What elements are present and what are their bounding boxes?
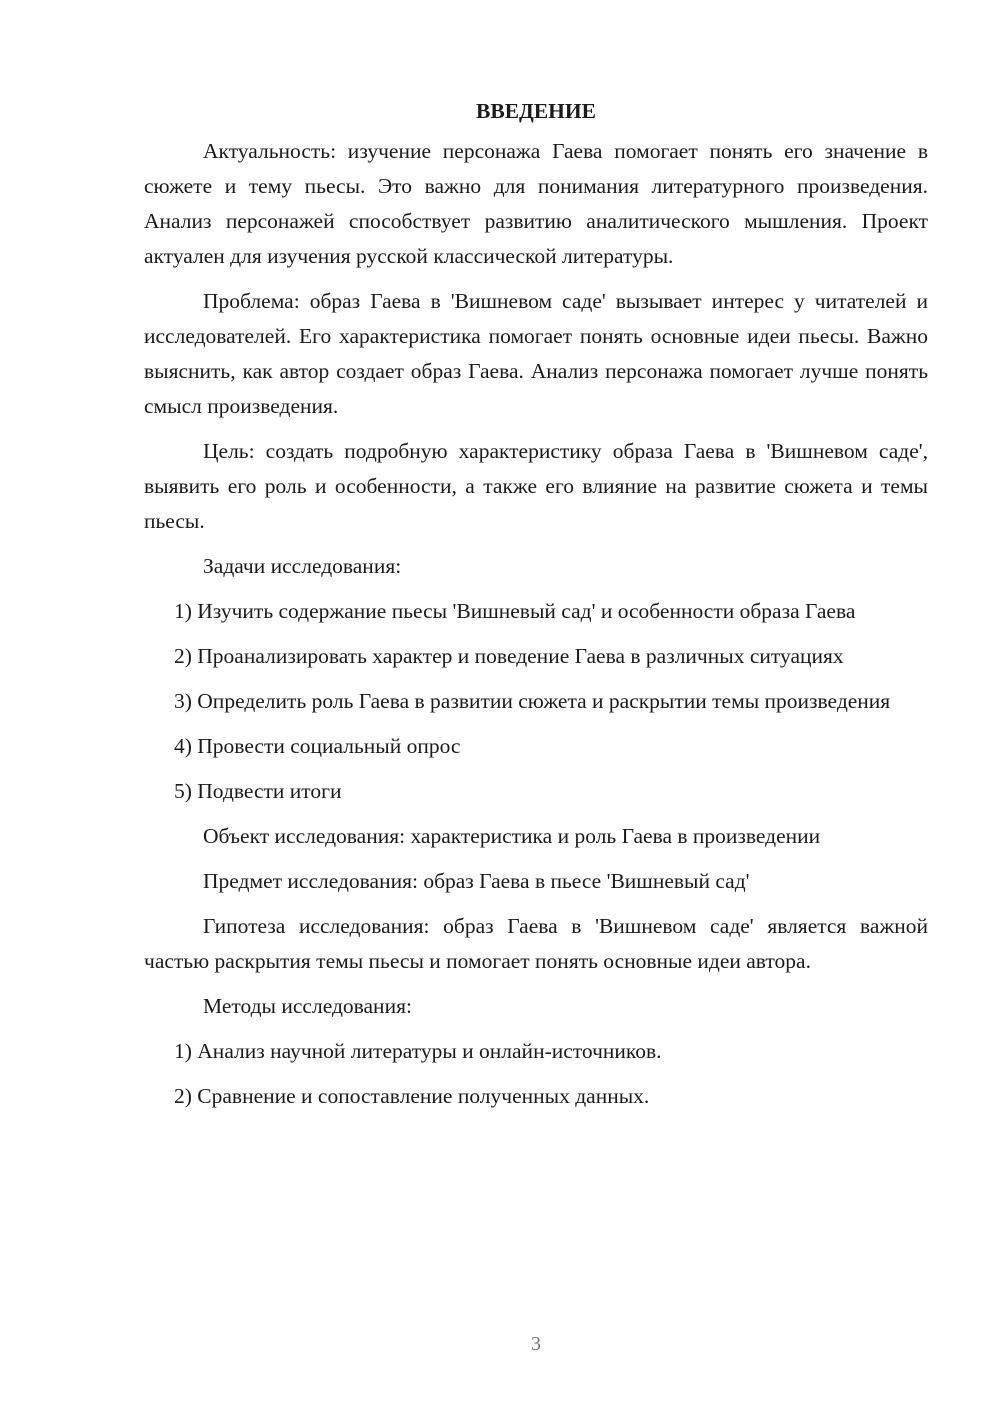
method-item-1: 1) Анализ научной литературы и онлайн-источников.	[174, 1039, 662, 1063]
page-number: 3	[531, 1333, 541, 1355]
hypothesis-paragraph: Гипотеза исследования: образ Гаева в 'Вишневом саде' является важной частью раскрытия темы пьесы и помогает понять основные идеи автора.	[144, 914, 928, 973]
research-subject: Предмет исследования: образ Гаева в пьесе 'Вишневый сад'	[203, 869, 750, 893]
task-item-2: 2) Проанализировать характер и поведение Гаева в различных ситуациях	[174, 644, 844, 668]
task-item-4: 4) Провести социальный опрос	[174, 734, 461, 758]
relevance-paragraph: Актуальность: изучение персонажа Гаева помогает понять его значение в сюжете и тему пьесы. Это важно для понимания литературного произведения. Анализ персонажей способствует развитию аналитического мышления. Проект актуален для изучения русской классической литературы.	[144, 139, 928, 268]
methods-title: Методы исследования:	[203, 994, 412, 1018]
document-page	[144, 96, 928, 1124]
tasks-title: Задачи исследования:	[203, 554, 402, 578]
task-item-3: 3) Определить роль Гаева в развитии сюжета и раскрытии темы произведения	[174, 689, 891, 713]
page-title: ВВЕДЕНИЕ	[476, 99, 596, 123]
method-item-2: 2) Сравнение и сопоставление полученных данных.	[174, 1084, 650, 1108]
problem-paragraph: Проблема: образ Гаева в 'Вишневом саде' вызывает интерес у читателей и исследователей. Его характеристика помогает понять основные идеи пьесы. Важно выяснить, как автор создает образ Гаева. Анализ персонажа помогает лучше понять смысл произведения.	[144, 289, 928, 418]
task-item-5: 5) Подвести итоги	[174, 779, 342, 803]
goal-paragraph: Цель: создать подробную характеристику образа Гаева в 'Вишневом саде', выявить его роль и особенности, а также его влияние на развитие сюжета и темы пьесы.	[144, 439, 928, 533]
research-object: Объект исследования: характеристика и роль Гаева в произведении	[203, 824, 821, 848]
task-item-1: 1) Изучить содержание пьесы 'Вишневый сад' и особенности образа Гаева	[174, 599, 856, 623]
